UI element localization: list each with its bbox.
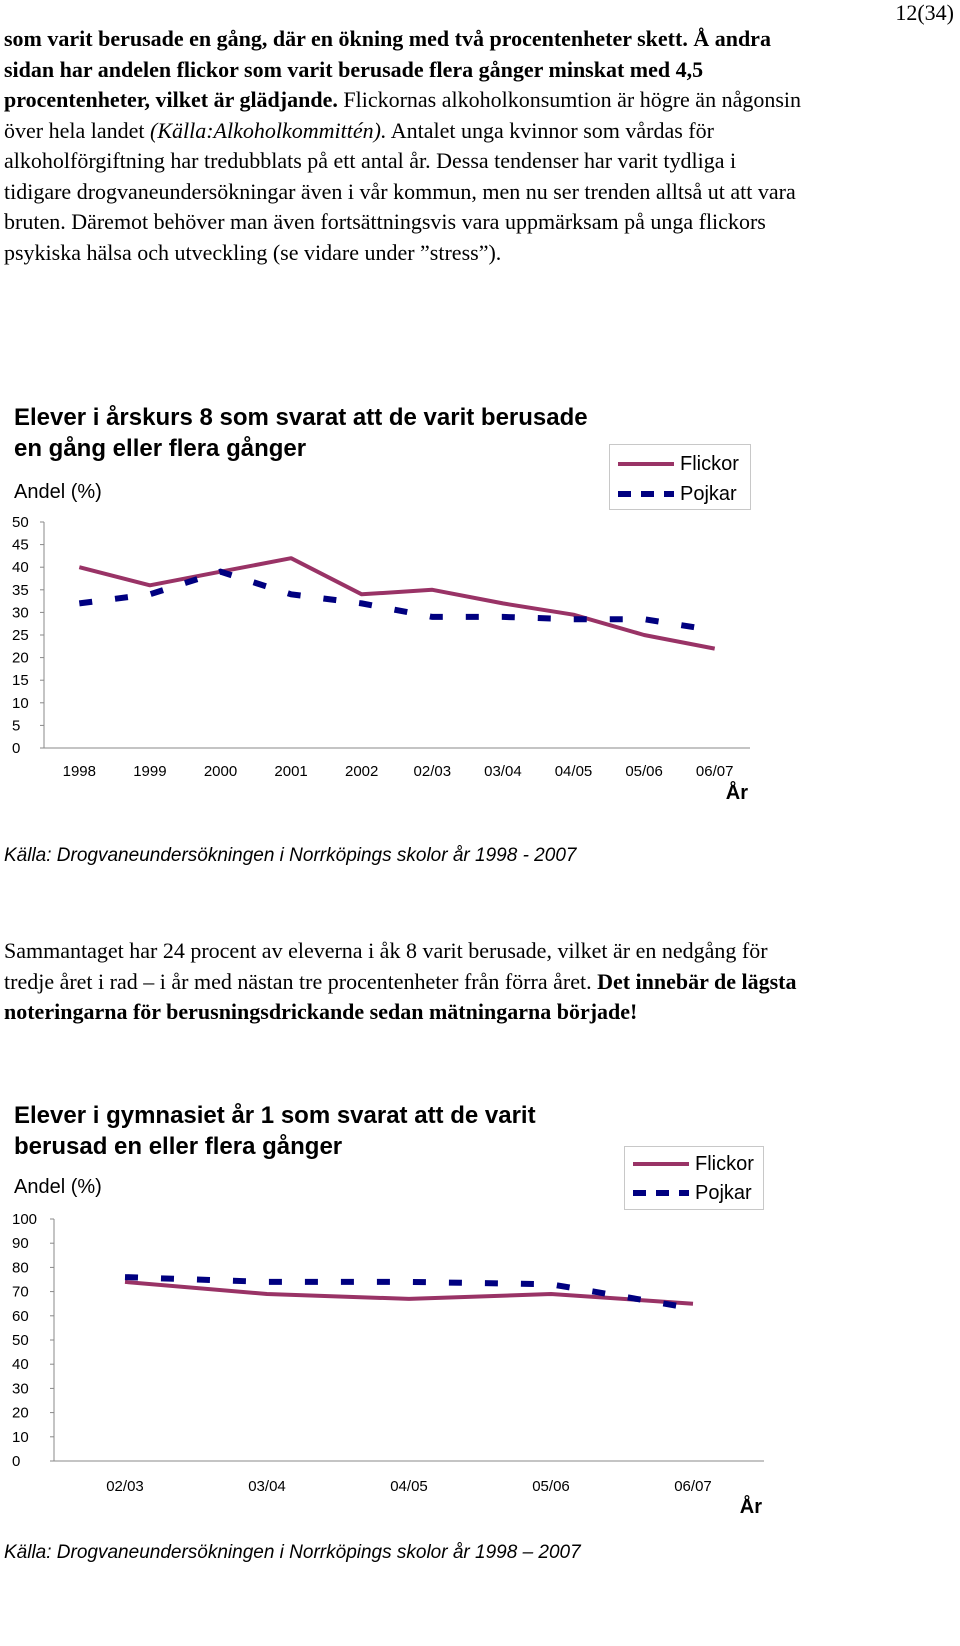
chart2-y-tick-label: 70 xyxy=(12,1283,29,1301)
chart1-x-tick-label: 2000 xyxy=(203,763,238,780)
chart1-x-tick-label: 06/07 xyxy=(695,763,734,780)
chart2-x-tick-label: 05/06 xyxy=(532,1478,570,1495)
chart1-y-tick-label: 15 xyxy=(12,672,29,690)
chart2-source: Källa: Drogvaneundersökningen i Norrköpings skolor år 1998 – 2007 xyxy=(4,1542,581,1563)
chart1-y-tick-label: 0 xyxy=(12,740,21,757)
chart2-series-flickor xyxy=(125,1282,693,1304)
intro-text-2: Antalet unga kvinnor som vårdas för alkoholförgiftning har tredubblats på ett antal år. Dessa tendenser har varit tydliga i tidigare drogvaneundersökningar även i vår kommun, men nu ser trenden alltså ut att vara bruten. Däremot behöver man även fortsättningsvis vara uppmärksam på unga flickors psykiska hälsa och utveckling (se vidare under ”stress”). xyxy=(4,117,796,265)
chart1-y-tick-label: 35 xyxy=(12,581,29,599)
intro-italic-source: (Källa:Alkoholkommittén). xyxy=(150,117,387,143)
chart1-series-flickor xyxy=(79,558,714,648)
chart2-y-tick-label: 50 xyxy=(12,1332,29,1349)
chart2-y-tick-label: 20 xyxy=(12,1404,29,1422)
chart2-legend-pojkar-label: Pojkar xyxy=(695,1182,752,1204)
intro-paragraph xyxy=(4,24,804,268)
chart1-x-axis-title: År xyxy=(725,782,748,804)
chart1-x-tick-label: 1999 xyxy=(133,763,167,780)
chart1-x-tick-label: 1998 xyxy=(62,763,96,780)
chart1-y-tick-label: 30 xyxy=(12,604,29,622)
chart2-plot xyxy=(0,1200,800,1540)
chart2-ylabel: Andel (%) xyxy=(14,1176,102,1198)
chart2-series-pojkar xyxy=(125,1277,693,1308)
chart1-title: Elever i årskurs 8 som svarat att de varit berusade en gång eller flera gånger xyxy=(14,404,588,462)
chart2-legend-flickor xyxy=(625,1151,763,1177)
chart1-legend-pojkar-label: Pojkar xyxy=(680,483,737,505)
chart1-y-tick-label: 20 xyxy=(12,649,29,667)
intro-bold-text: som varit berusade en gång, där en ökning med två procentenheter skett. Å andra sidan har andelen flickor som varit berusade flera gånger minskat med 4,5 procentenheter, vilket är glädjande. xyxy=(4,26,771,112)
chart1-x-tick-label: 2002 xyxy=(345,763,379,780)
chart2-legend-flickor-label: Flickor xyxy=(695,1153,754,1175)
chart2-title: Elever i gymnasiet år 1 som svarat att de varit berusad en eller flera gånger xyxy=(14,1102,536,1160)
chart2-y-tick-label: 100 xyxy=(12,1211,38,1228)
chart2-y-tick-label: 10 xyxy=(12,1428,29,1446)
chart1-x-tick-label: 04/05 xyxy=(554,763,593,780)
chart1-y-tick-label: 5 xyxy=(12,717,21,735)
chart1-y-tick-label: 40 xyxy=(12,559,29,577)
page-number: 12(34) xyxy=(895,0,954,25)
chart2-y-tick-label: 60 xyxy=(12,1307,29,1325)
summary-text: Sammantaget har 24 procent av eleverna i åk 8 varit berusade, vilket är en nedgång för tredje året i rad – i år med nästan tre procentenheter från förra året. xyxy=(4,938,768,994)
chart1-x-tick-label: 02/03 xyxy=(413,763,452,780)
chart1-legend-flickor xyxy=(610,451,750,477)
chart1-y-tick-label: 25 xyxy=(12,627,29,644)
chart2-x-tick-label: 06/07 xyxy=(674,1478,712,1495)
chart2-y-tick-label: 40 xyxy=(12,1356,29,1374)
chart2-x-tick-label: 02/03 xyxy=(106,1478,144,1495)
chart1-y-tick-label: 50 xyxy=(12,514,29,531)
chart2-x-tick-label: 03/04 xyxy=(248,1478,286,1495)
chart1-x-tick-label: 03/04 xyxy=(484,763,522,780)
chart1-source: Källa: Drogvaneundersökningen i Norrköpings skolor år 1998 - 2007 xyxy=(4,845,577,866)
summary-bold-text: Det innebär de lägsta noteringarna för berusningsdrickande sedan mätningarna började! xyxy=(4,968,797,1024)
chart2-y-tick-label: 30 xyxy=(12,1380,29,1398)
chart2-x-axis-title: År xyxy=(739,1496,762,1518)
chart2-y-tick-label: 0 xyxy=(12,1453,21,1470)
chart2-y-tick-label: 90 xyxy=(12,1235,29,1253)
chart1-ylabel: Andel (%) xyxy=(14,481,102,503)
chart1-plot xyxy=(0,500,800,810)
chart1-y-tick-label: 10 xyxy=(12,694,29,712)
summary-paragraph xyxy=(4,936,804,1028)
chart1-legend-flickor-label: Flickor xyxy=(680,453,739,475)
chart2-y-tick-label: 80 xyxy=(12,1259,29,1277)
chart1-x-tick-label: 2001 xyxy=(274,763,308,780)
intro-text-1: Flickornas alkoholkonsumtion är högre än någonsin över hela landet xyxy=(4,87,802,143)
chart2-x-tick-label: 04/05 xyxy=(390,1478,428,1495)
chart1-y-tick-label: 45 xyxy=(12,536,29,554)
chart1-x-tick-label: 05/06 xyxy=(625,763,663,780)
